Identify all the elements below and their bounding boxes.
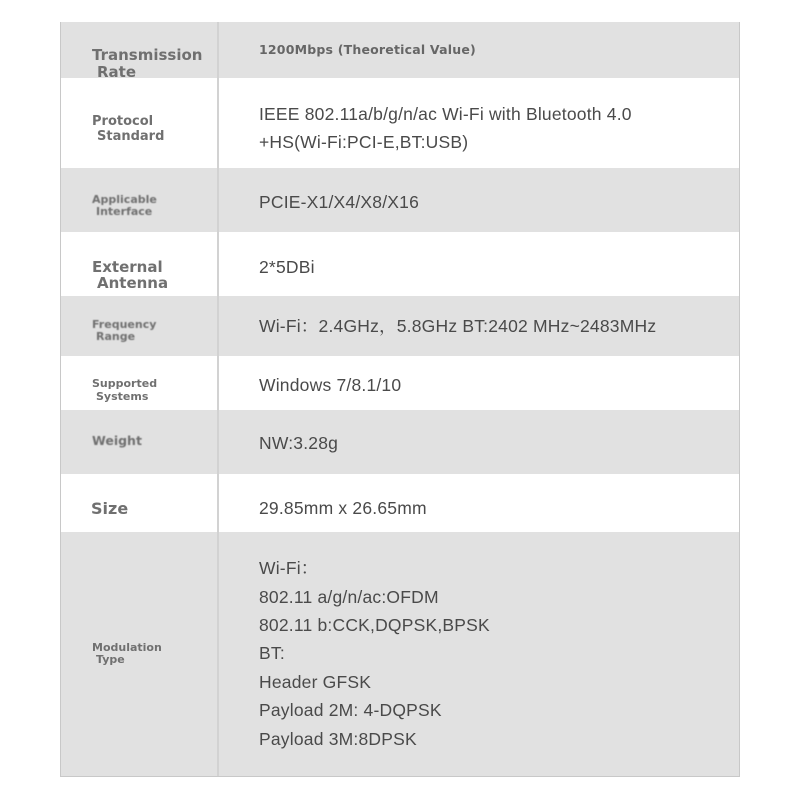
spec-value-transmission-rate xyxy=(219,22,739,78)
spec-label-size xyxy=(61,474,219,532)
spec-value-line: BT: xyxy=(259,643,285,663)
spec-label-modulation-type xyxy=(61,532,219,776)
spec-label-weight xyxy=(61,410,219,474)
spec-value-line: 1200Mbps (Theoretical Value) xyxy=(259,42,476,57)
spec-label-line: Transmission xyxy=(92,46,203,64)
spec-value-frequency-range xyxy=(219,296,739,356)
spec-value-line: NW:3.28g xyxy=(259,433,339,453)
spec-value-line: IEEE 802.11a/b/g/n/ac Wi-Fi with Bluetooth 4.0 xyxy=(259,104,632,124)
spec-label-line: Applicable xyxy=(92,193,157,206)
spec-label-line: Systems xyxy=(96,390,149,403)
spec-row-protocol-standard xyxy=(61,78,739,168)
spec-label-line: Interface xyxy=(96,205,153,218)
spec-label-frequency-range xyxy=(61,296,219,356)
spec-label-line: Type xyxy=(96,653,125,666)
spec-row-frequency-range xyxy=(61,296,739,356)
spec-value-line: Payload 2M: 4-DQPSK xyxy=(259,700,442,720)
spec-label-line: Weight xyxy=(92,433,142,448)
spec-value-line: 2*5DBi xyxy=(259,257,315,277)
spec-row-size xyxy=(61,474,739,532)
spec-row-external-antenna xyxy=(61,232,739,296)
spec-label-line: Rate xyxy=(97,63,137,81)
spec-label-line: Supported xyxy=(92,377,158,390)
spec-value-weight xyxy=(219,410,739,474)
spec-value-applicable-interface xyxy=(219,168,739,232)
spec-value-size xyxy=(219,474,739,532)
spec-label-line: Size xyxy=(91,499,129,518)
spec-value-line: Payload 3M:8DPSK xyxy=(259,729,417,749)
spec-label-applicable-interface xyxy=(61,168,219,232)
spec-row-modulation-type xyxy=(61,532,739,776)
spec-value-line: 802.11 b:CCK,DQPSK,BPSK xyxy=(259,615,490,635)
spec-label-line: Antenna xyxy=(97,274,169,292)
spec-label-protocol-standard xyxy=(61,78,219,168)
spec-value-line: Wi-Fi： xyxy=(259,558,319,578)
spec-value-line: Header GFSK xyxy=(259,672,372,692)
spec-value-line: 802.11 a/g/n/ac:OFDM xyxy=(259,587,439,607)
spec-label-line: Modulation xyxy=(92,641,162,654)
spec-label-line: Range xyxy=(96,330,136,343)
spec-row-transmission-rate xyxy=(61,22,739,81)
spec-value-line: 29.85mm x 26.65mm xyxy=(259,498,427,518)
spec-value-protocol-standard xyxy=(219,78,739,168)
spec-value-external-antenna xyxy=(219,232,739,296)
spec-label-line: Standard xyxy=(97,129,165,144)
spec-value-line: Windows 7/8.1/10 xyxy=(259,375,402,395)
spec-value-line: +HS(Wi-Fi:PCI-E,BT:USB) xyxy=(259,132,469,152)
spec-row-applicable-interface xyxy=(61,168,739,232)
spec-row-weight xyxy=(61,410,739,474)
spec-label-line: Frequency xyxy=(92,318,157,331)
spec-label-supported-systems xyxy=(61,356,219,410)
spec-value-line: Wi-Fi：2.4GHz，5.8GHz BT:2402 MHz~2483MHz xyxy=(259,316,657,336)
spec-label-line: Protocol xyxy=(92,114,154,129)
spec-row-supported-systems xyxy=(61,356,739,410)
spec-value-modulation-type xyxy=(219,532,739,776)
spec-table xyxy=(60,22,740,777)
spec-label-external-antenna xyxy=(61,232,219,296)
spec-value-line: PCIE-X1/X4/X8/X16 xyxy=(259,192,420,212)
spec-label-transmission-rate xyxy=(61,22,219,81)
spec-value-supported-systems xyxy=(219,356,739,410)
spec-label-line: External xyxy=(92,258,163,276)
